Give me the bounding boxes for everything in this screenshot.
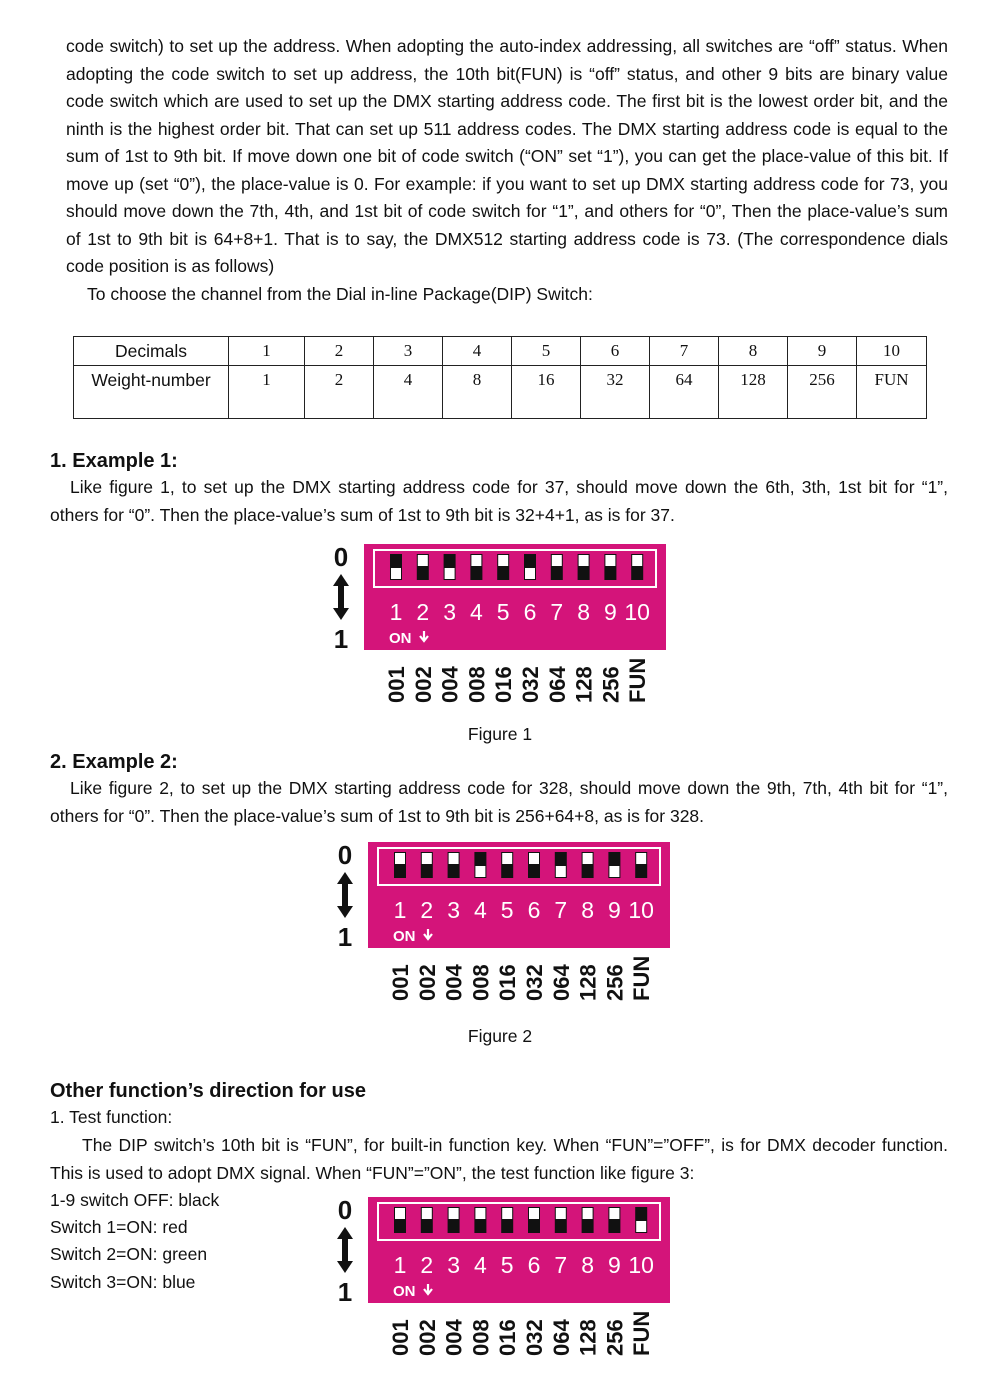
weight-label: 256 bbox=[598, 666, 624, 703]
dip-switch-8 bbox=[582, 1207, 594, 1233]
weight-label: FUN bbox=[625, 657, 651, 703]
switch-knob bbox=[636, 1221, 646, 1232]
weight-label: 128 bbox=[575, 1319, 601, 1356]
weight-label: 004 bbox=[437, 666, 463, 703]
switch-knob bbox=[529, 1208, 539, 1219]
dip-switch-4 bbox=[474, 1207, 486, 1233]
zero-mark: 0 bbox=[337, 840, 353, 870]
decimals-label: Decimals bbox=[74, 337, 229, 366]
switch-number: 5 bbox=[500, 897, 514, 923]
switch-number: 2 bbox=[420, 897, 434, 923]
switch-knob bbox=[449, 1208, 459, 1219]
dip-switch-4 bbox=[474, 852, 486, 878]
switch-knob bbox=[636, 853, 646, 864]
weight-label: 032 bbox=[522, 1319, 547, 1356]
on-label: ON bbox=[393, 928, 416, 945]
dip-switch-3 bbox=[448, 1207, 460, 1233]
switch-number: 10 bbox=[628, 897, 654, 923]
switch-number: 3 bbox=[447, 1252, 460, 1278]
weight-label: 032 bbox=[522, 964, 547, 1001]
weight-label: 256 bbox=[602, 964, 628, 1001]
test-line-red: Switch 1=ON: red bbox=[50, 1217, 188, 1237]
switch-knob bbox=[395, 853, 405, 864]
dip-switch-2 bbox=[417, 554, 429, 580]
example1-text: Like figure 1, to set up the DMX starting address code for 37, should move down the 6th, 3th, 1st bit for “1”, others for “0”. Then the place-value’s sum of 1st to 9th bit is 32+4+1, as is for 37. bbox=[50, 477, 948, 525]
switch-number: 7 bbox=[554, 1252, 568, 1278]
dip-switch-7 bbox=[555, 1207, 567, 1233]
weight-label: 001 bbox=[388, 1319, 413, 1356]
example2-text: Like figure 2, to set up the DMX starting address code for 328, should move down the 9th, 7th, 4th bit for “1”, others for “0”. Then the place-value’s sum of 1st to 9th bit is 256+64+8, as is for 328. bbox=[50, 778, 948, 826]
up-down-arrow-icon bbox=[337, 872, 353, 918]
switch-number: 6 bbox=[527, 897, 541, 923]
dip-switch-6 bbox=[528, 852, 540, 878]
table-cell: 6 bbox=[581, 337, 650, 366]
switch-knob bbox=[471, 555, 481, 566]
dip-switch-6 bbox=[524, 554, 536, 580]
switch-number: 4 bbox=[474, 897, 487, 923]
table-cell: FUN bbox=[857, 366, 927, 419]
switch-number: 3 bbox=[443, 599, 456, 625]
test-function-item: 1. Test function: bbox=[50, 1107, 173, 1127]
table-cell: 1 bbox=[229, 366, 305, 419]
table-cell: 3 bbox=[374, 337, 443, 366]
dip-switch-7 bbox=[555, 852, 567, 878]
weight-label: 128 bbox=[571, 666, 597, 703]
dip-intro-line: To choose the channel from the Dial in-line Package(DIP) Switch: bbox=[87, 284, 593, 304]
switch-knob bbox=[529, 853, 539, 864]
switch-number: 4 bbox=[474, 1252, 487, 1278]
dip-switch-6 bbox=[528, 1207, 540, 1233]
weight-label: 004 bbox=[441, 964, 467, 1001]
switch-knob bbox=[632, 555, 642, 566]
switch-number: 2 bbox=[416, 599, 430, 625]
dip-switch-10 bbox=[635, 852, 647, 878]
switch-number: 7 bbox=[550, 599, 564, 625]
weight-label: Weight-number bbox=[74, 366, 229, 419]
dip-switch-2 bbox=[421, 1207, 433, 1233]
weight-label: 064 bbox=[544, 666, 570, 703]
switch-number: 1 bbox=[389, 599, 403, 625]
one-mark: 1 bbox=[333, 624, 349, 654]
dip-switch-9 bbox=[604, 554, 616, 580]
on-label: ON bbox=[389, 630, 412, 647]
dip-switch-3 bbox=[448, 852, 460, 878]
table-cell: 7 bbox=[650, 337, 719, 366]
dip-switch-5 bbox=[501, 852, 513, 878]
dip-switch-4 bbox=[470, 554, 482, 580]
up-down-arrow-icon bbox=[337, 1227, 353, 1273]
weight-label: 008 bbox=[468, 1319, 494, 1356]
switch-number: 5 bbox=[500, 1252, 514, 1278]
switch-knob bbox=[502, 853, 512, 864]
switch-number: 9 bbox=[608, 897, 621, 923]
table-cell: 8 bbox=[719, 337, 788, 366]
weight-label: 008 bbox=[468, 964, 494, 1001]
weight-label: 128 bbox=[575, 964, 601, 1001]
weight-label: 032 bbox=[518, 666, 543, 703]
switch-number: 1 bbox=[393, 1252, 407, 1278]
switch-knob bbox=[418, 555, 428, 566]
switch-number: 8 bbox=[577, 599, 590, 625]
dip-switch-2 bbox=[421, 852, 433, 878]
test-line-blue: Switch 3=ON: blue bbox=[50, 1272, 196, 1292]
switch-knob bbox=[422, 853, 432, 864]
weight-label: 001 bbox=[384, 666, 409, 703]
switch-number: 10 bbox=[628, 1252, 654, 1278]
switch-number: 3 bbox=[447, 897, 460, 923]
weight-label: 004 bbox=[441, 1319, 467, 1356]
other-functions-heading: Other function’s direction for use bbox=[50, 1080, 366, 1102]
dip-switch-1 bbox=[394, 852, 406, 878]
weight-label: 008 bbox=[464, 666, 490, 703]
table-cell: 16 bbox=[512, 366, 581, 419]
switch-number: 2 bbox=[420, 1252, 434, 1278]
switch-knob bbox=[422, 1208, 432, 1219]
dip-switch-5 bbox=[497, 554, 509, 580]
table-cell: 10 bbox=[857, 337, 927, 366]
switch-number: 5 bbox=[496, 599, 510, 625]
table-cell: 2 bbox=[305, 366, 374, 419]
table-cell: 8 bbox=[443, 366, 512, 419]
switch-number: 1 bbox=[393, 897, 407, 923]
example1-heading: 1. Example 1: bbox=[50, 450, 178, 472]
dip-switch-5 bbox=[501, 1207, 513, 1233]
dip-switch-1 bbox=[390, 554, 402, 580]
switch-knob bbox=[556, 1208, 566, 1219]
switch-knob bbox=[609, 1208, 619, 1219]
dip-switch-9 bbox=[608, 1207, 620, 1233]
switch-knob bbox=[609, 866, 619, 877]
table-cell: 4 bbox=[443, 337, 512, 366]
table-cell: 4 bbox=[374, 366, 443, 419]
dip-switch-figure-3 bbox=[329, 1193, 679, 1368]
test-line-black: 1-9 switch OFF: black bbox=[50, 1190, 220, 1210]
switch-knob bbox=[525, 568, 535, 579]
dip-switch-3 bbox=[444, 554, 456, 580]
dip-switch-9 bbox=[608, 852, 620, 878]
switch-number: 7 bbox=[554, 897, 568, 923]
switch-number: 9 bbox=[608, 1252, 621, 1278]
up-down-arrow-icon bbox=[333, 574, 349, 620]
intro-paragraph: code switch) to set up the address. When adopting the auto-index addressing, all switches are “off” status. When adopting the code switch to set up address, the 10th bit(FUN) is “off” status, and other 9 bits are binary value code switch which are used to set up the DMX starting address code. The first bit is the lowest order bit, and the ninth is the highest order bit. That can set up 511 address codes. The DMX starting address code is equal to the sum of 1st to 9th bit. If move down one bit of code switch (“ON” set “1”), you can get the place-value of this bit. If move up (set “0”), the place-value is 0. For example: if you want to set up DMX starting address code for 73, you should move down the 7th, 4th, and 1st bit of code switch for “1”, and others for “0”, Then the place-value’s sum of 1st to 9th bit is 64+8+1. That is to say, the DMX512 starting address code is 73. (The correspondence dials code position is as follows) bbox=[66, 36, 948, 276]
weight-label: 064 bbox=[548, 1319, 574, 1356]
weight-label: 256 bbox=[602, 1319, 628, 1356]
switch-knob bbox=[395, 1208, 405, 1219]
switch-knob bbox=[449, 853, 459, 864]
switch-number: 9 bbox=[604, 599, 617, 625]
weight-label: 016 bbox=[495, 964, 521, 1001]
weight-label: FUN bbox=[629, 1310, 655, 1356]
switch-knob bbox=[605, 555, 615, 566]
weight-table bbox=[73, 336, 927, 419]
dip-switch-1 bbox=[394, 1207, 406, 1233]
dip-switch-8 bbox=[578, 554, 590, 580]
table-cell: 128 bbox=[719, 366, 788, 419]
test-line-green: Switch 2=ON: green bbox=[50, 1244, 208, 1264]
table-cell: 32 bbox=[581, 366, 650, 419]
weight-label: 001 bbox=[388, 964, 413, 1001]
dip-switch-10 bbox=[631, 554, 643, 580]
switch-knob bbox=[583, 1208, 593, 1219]
table-cell: 256 bbox=[788, 366, 857, 419]
weight-label: 064 bbox=[548, 964, 574, 1001]
table-cell: 64 bbox=[650, 366, 719, 419]
weight-label: FUN bbox=[629, 955, 655, 1001]
switch-number: 8 bbox=[581, 1252, 594, 1278]
switch-knob bbox=[445, 568, 455, 579]
dip-switch-7 bbox=[551, 554, 563, 580]
figure2-caption: Figure 2 bbox=[467, 1026, 533, 1046]
dip-switch-figure-1 bbox=[325, 540, 675, 710]
dip-switch-figure-2 bbox=[329, 838, 679, 1008]
switch-number: 8 bbox=[581, 897, 594, 923]
switch-knob bbox=[391, 568, 401, 579]
table-cell: 1 bbox=[229, 337, 305, 366]
switch-number: 6 bbox=[527, 1252, 541, 1278]
switch-knob bbox=[552, 555, 562, 566]
zero-mark: 0 bbox=[337, 1195, 353, 1225]
table-cell: 2 bbox=[305, 337, 374, 366]
figure1-caption: Figure 1 bbox=[467, 724, 533, 744]
dip-switch-10 bbox=[635, 1207, 647, 1233]
weight-label: 016 bbox=[495, 1319, 521, 1356]
dip-switch-8 bbox=[582, 852, 594, 878]
switch-knob bbox=[502, 1208, 512, 1219]
decimals-row bbox=[74, 337, 927, 366]
weight-label: 002 bbox=[410, 666, 436, 703]
test-function-text: The DIP switch’s 10th bit is “FUN”, for built-in function key. When “FUN”=”OFF”, is for DMX decoder function. This is used to adopt DMX signal. When “FUN”=”ON”, the test function like figure 3: bbox=[50, 1135, 948, 1183]
switch-knob bbox=[583, 853, 593, 864]
switch-knob bbox=[475, 866, 485, 877]
switch-knob bbox=[475, 1208, 485, 1219]
weight-label: 002 bbox=[414, 1319, 440, 1356]
switch-knob bbox=[498, 555, 508, 566]
weight-row bbox=[74, 366, 927, 419]
zero-mark: 0 bbox=[333, 542, 349, 572]
switch-knob bbox=[579, 555, 589, 566]
switch-number: 6 bbox=[523, 599, 537, 625]
switch-number: 4 bbox=[470, 599, 483, 625]
weight-label: 002 bbox=[414, 964, 440, 1001]
on-label: ON bbox=[393, 1283, 416, 1300]
one-mark: 1 bbox=[337, 922, 353, 952]
weight-label: 016 bbox=[491, 666, 517, 703]
table-cell: 9 bbox=[788, 337, 857, 366]
one-mark: 1 bbox=[337, 1277, 353, 1307]
switch-number: 10 bbox=[624, 599, 650, 625]
switch-knob bbox=[556, 866, 566, 877]
table-cell: 5 bbox=[512, 337, 581, 366]
example2-heading: 2. Example 2: bbox=[50, 751, 178, 773]
